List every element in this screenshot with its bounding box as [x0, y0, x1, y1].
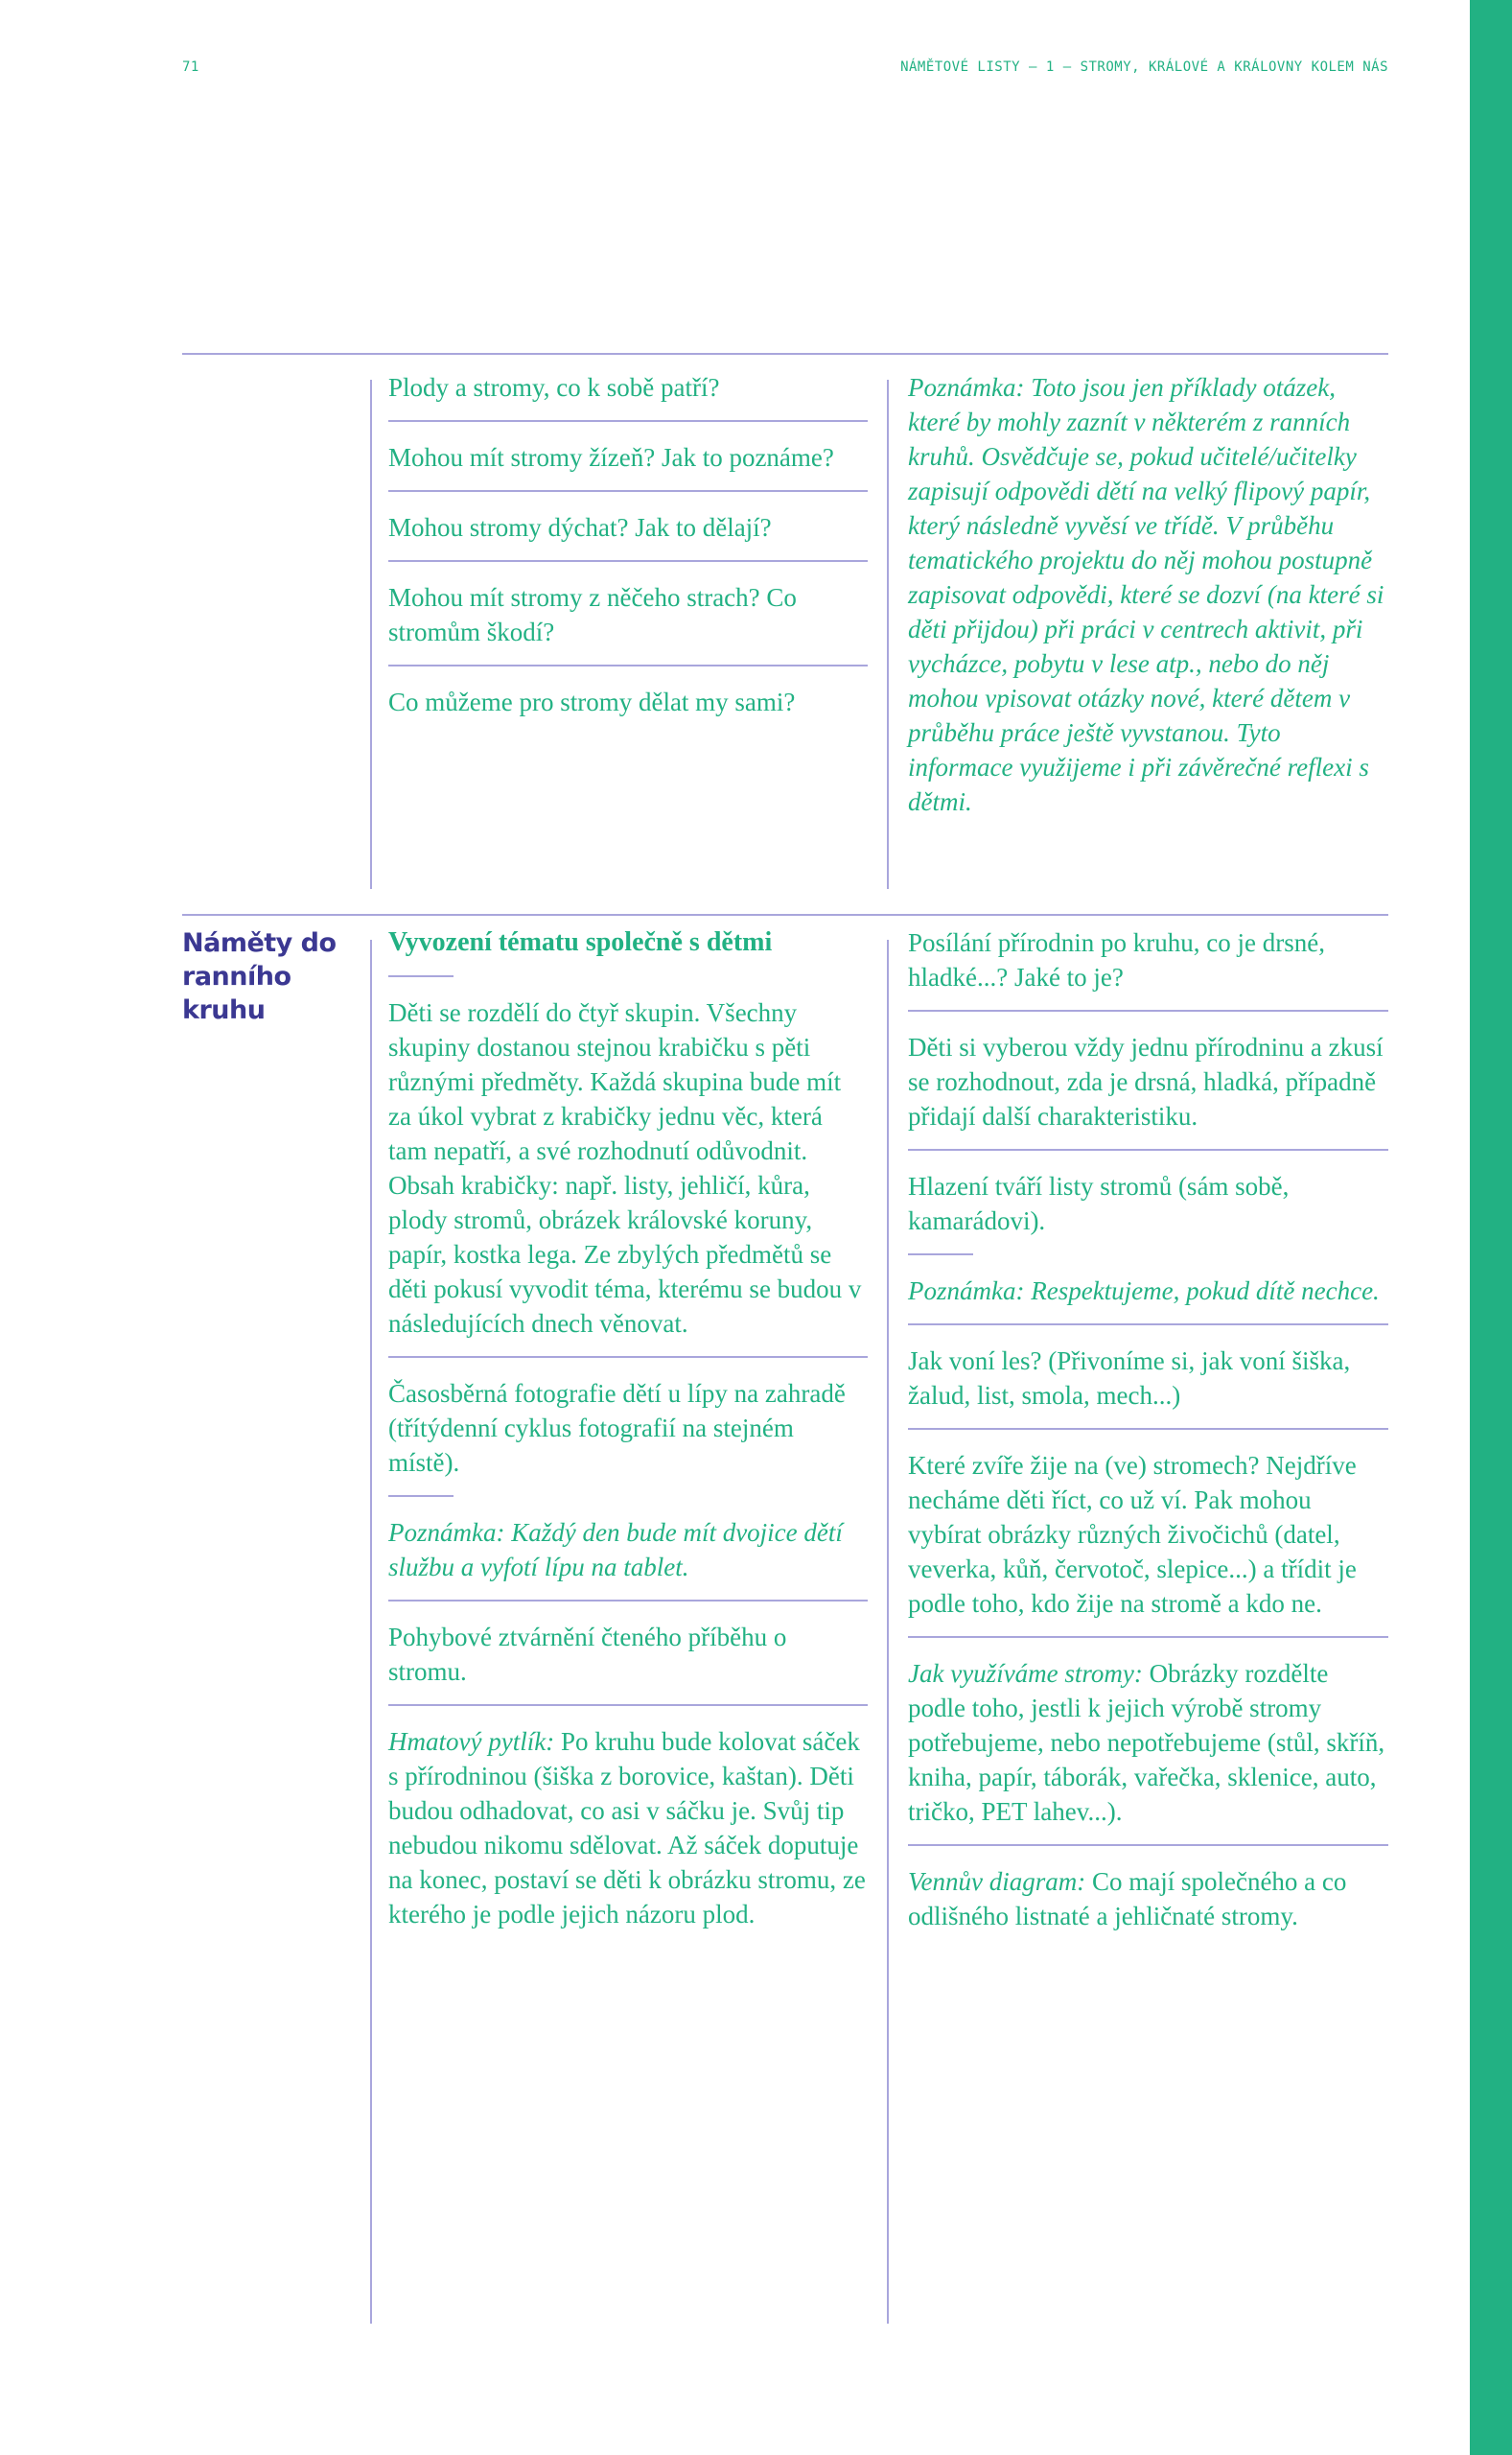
question-text: Mohou mít stromy žízeň? Jak to poznáme? — [388, 443, 834, 472]
running-header-title: NÁMĚTOVÉ LISTY – 1 – STROMY, KRÁLOVÉ A KRÁLOVNY KOLEM NÁS — [900, 59, 1388, 75]
divider — [388, 490, 868, 492]
activity-body: Co mají společného a co odlišného listnaté a jehličnaté stromy. — [908, 1867, 1347, 1930]
activity-note: Poznámka: Každý den bude mít dvojice dětí službu a vyfotí lípu na tablet. — [388, 1518, 843, 1581]
section-divider-middle — [182, 914, 1388, 916]
activity-text: Děti si vyberou vždy jednu přírodninu a zkusí se rozhodnout, zda je drsná, hladká, případně přidají další charakteristiku. — [908, 1033, 1384, 1131]
question-text: Plody a stromy, co k sobě patří? — [388, 373, 720, 402]
column-rule-right — [887, 380, 889, 889]
column-rule-right — [887, 940, 889, 2324]
activity-heading: Vyvození tématu společně s dětmi — [388, 927, 773, 957]
activity-text: Které zvíře žije na (ve) stromech? Nejdříve necháme děti říct, co už ví. Pak mohou vybírat obrázky různých živočichů (datel, veverka, kůň, červotoč, slepice...) a třídit je podle toho, kdo žije na stromě a kdo ne. — [908, 1451, 1357, 1618]
divider — [388, 665, 868, 666]
activity-title: Hmatový pytlík: — [388, 1727, 555, 1756]
section-divider-top — [182, 353, 1388, 355]
question-item — [388, 510, 868, 545]
divider — [388, 420, 868, 422]
divider — [908, 1636, 1388, 1638]
question-text: Co můžeme pro stromy dělat my sami? — [388, 688, 796, 716]
activity-text: Jak voní les? (Přivoníme si, jak voní šiška, žalud, list, smola, mech...) — [908, 1346, 1351, 1410]
page-number: 71 — [182, 59, 199, 75]
question-text: Mohou stromy dýchat? Jak to dělají? — [388, 513, 772, 542]
activities-column-right — [908, 925, 1388, 1933]
activity-text: Posílání přírodnin po kruhu, co je drsné, hladké...? Jaké to je? — [908, 928, 1325, 992]
activity-text: Pohybové ztvárnění čteného příběhu o stromu. — [388, 1623, 787, 1686]
divider — [908, 1323, 1388, 1325]
question-item — [388, 370, 868, 405]
teacher-note: Poznámka: Toto jsou jen příklady otázek, které by mohly zaznít v některém z ranních kruhů. Osvědčuje se, pokud učitelé/učitelky zapisují odpovědi dětí na velký flipový papír, který následně vyvěsí ve třídě. V průběhu tematického projektu do něj mohou postupně zapisovat odpovědi, které se dozví (na které si děti přijdou) při práci v centrech aktivit, při vycházce, pobytu v lese atp., nebo do něj mohou vpisovat otázky nové, které dětem v průběhu práce ještě vyvstanou. Tyto informace využijeme i při závěrečné reflexi s dětmi. — [908, 373, 1384, 816]
question-item — [388, 440, 868, 475]
divider — [388, 560, 868, 562]
short-divider — [388, 975, 454, 977]
divider — [908, 1149, 1388, 1151]
activity-text: Děti se rozdělí do čtyř skupin. Všechny skupiny dostanou stejnou krabičku s pěti různými předměty. Každá skupina bude mít za úkol vybrat z krabičky jednu věc, která tam nepatří, a své rozhodnutí odůvodnit. Obsah krabičky: např. listy, jehličí, kůra, plody stromů, obrázek královské koruny, papír, kostka lega. Ze zbylých předmětů se děti pokusí vyvodit téma, kterému se budou v následujících dnech věnovat. — [388, 998, 862, 1338]
divider — [388, 1600, 868, 1602]
page-edge-color-bar — [1470, 0, 1512, 2455]
short-divider — [908, 1253, 973, 1255]
activities-column-left — [388, 925, 868, 1931]
question-item — [388, 685, 868, 719]
column-rule-left — [370, 940, 372, 2324]
divider — [388, 1704, 868, 1706]
divider — [908, 1428, 1388, 1430]
column-rule-left — [370, 380, 372, 889]
activity-title: Jak využíváme stromy: — [908, 1659, 1143, 1688]
questions-column — [388, 370, 868, 719]
activity-text — [908, 1656, 1388, 1829]
question-item — [388, 580, 868, 649]
activity-text — [908, 1864, 1388, 1933]
activity-note: Poznámka: Respektujeme, pokud dítě nechce. — [908, 1276, 1380, 1305]
note-column — [908, 370, 1388, 819]
activity-title: Vennův diagram: — [908, 1867, 1086, 1896]
divider — [908, 1844, 1388, 1846]
divider — [908, 1010, 1388, 1012]
activity-body: Obrázky rozdělte podle toho, jestli k jejich výrobě stromy potřebujeme, nebo nepotřebujeme (stůl, skříň, kniha, papír, táborák, vařečka, sklenice, auto, tričko, PET lahev...). — [908, 1659, 1385, 1826]
activity-body: Po kruhu bude kolovat sáček s přírodninou (šiška z borovice, kaštan). Děti budou odhadovat, co asi v sáčku je. Svůj tip nebudou nikomu sdělovat. Až sáček doputuje na konec, postaví se děti k obrázku stromu, ze kterého je podle jejich názoru plod. — [388, 1727, 866, 1929]
question-text: Mohou mít stromy z něčeho strach? Co stromům škodí? — [388, 583, 797, 646]
activity-text: Časosběrná fotografie dětí u lípy na zahradě (třítýdenní cyklus fotografií na stejném místě). — [388, 1379, 846, 1477]
divider — [388, 1356, 868, 1358]
short-divider — [388, 1495, 454, 1497]
activity-text — [388, 1724, 868, 1931]
section-label: Náměty do ranního kruhu — [182, 928, 337, 1025]
activity-text: Hlazení tváří listy stromů (sám sobě, kamarádovi). — [908, 1172, 1290, 1235]
